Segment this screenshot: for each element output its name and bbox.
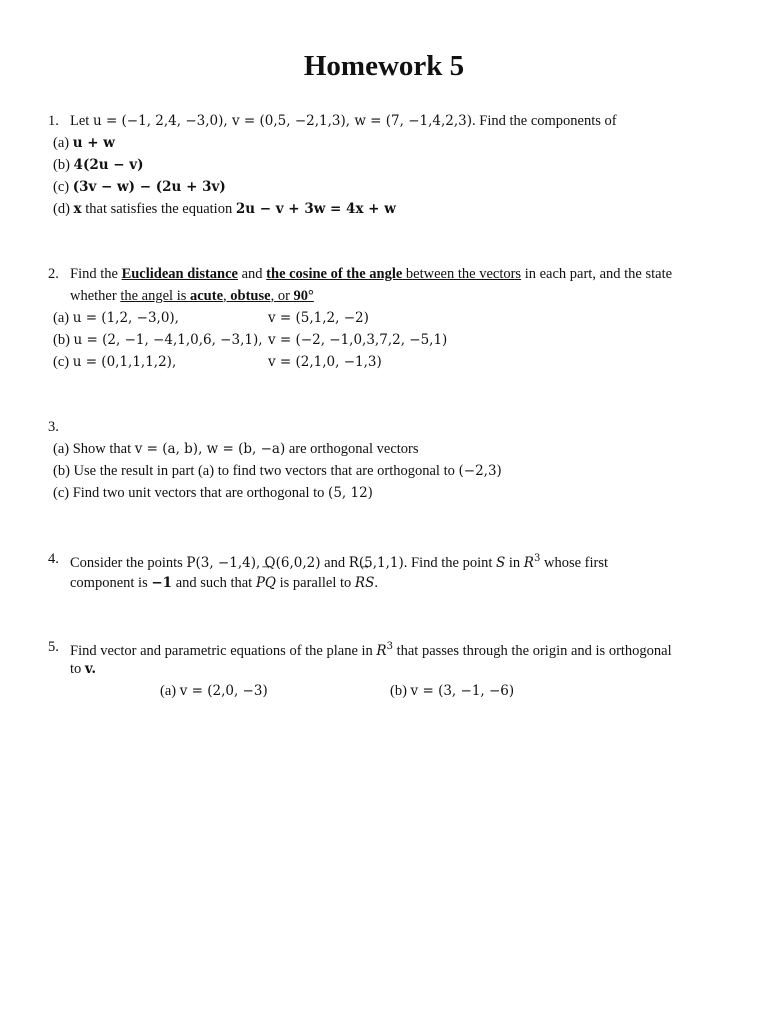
q2-text: whether xyxy=(70,288,121,304)
part-label: (c) xyxy=(53,179,70,195)
q2-part-c-v: v = (2,1,0, −1,3) xyxy=(268,354,382,370)
part-u: u = (2, −1, −4,1,0,6, −3,1), xyxy=(73,332,263,348)
part-math: (−2,3) xyxy=(458,463,502,479)
q2-line-2 xyxy=(70,286,314,306)
part-math: v = (2,0, −3) xyxy=(179,683,268,699)
part-text: Find two unit vectors that are orthogonal to xyxy=(72,485,329,501)
part-text: Show that xyxy=(72,441,135,457)
q2-text: Find the xyxy=(70,266,122,282)
q1-intro-pre: Let xyxy=(70,113,93,129)
q4-point-s: S xyxy=(496,554,506,571)
q5-space-exp: 3 xyxy=(386,641,393,652)
part-label: (c) xyxy=(53,485,70,501)
q2-part-a-v: v = (5,1,2, −2) xyxy=(268,310,369,326)
q2-between-vectors: between the vectors xyxy=(402,266,522,282)
q1-vectors: u = (−1, 2,4, −3,0), v = (0,5, −2,1,3), w = (7, −1,4,2,3) xyxy=(92,113,473,129)
q2-part-c xyxy=(53,352,176,372)
part-label: (d) xyxy=(53,201,70,217)
q1-number: 1. xyxy=(48,113,59,129)
q5-text: to xyxy=(70,661,85,677)
part-math: v = (3, −1, −6) xyxy=(410,683,515,699)
q2-acute: acute xyxy=(190,288,224,304)
part-label: (a) xyxy=(53,135,70,151)
part-label: (c) xyxy=(53,354,70,370)
q1-part-b xyxy=(53,155,143,175)
q5-vector-v: v. xyxy=(84,661,97,677)
q1-part-a xyxy=(53,133,115,153)
part-label: (b) xyxy=(53,463,70,479)
q4-vector-pq: → PQ xyxy=(256,573,276,593)
q4-text: and xyxy=(320,554,349,571)
part-label: (b) xyxy=(53,332,70,348)
q4-text: Consider the points xyxy=(70,554,187,571)
part-math: (5, 12) xyxy=(328,485,373,501)
part-text: that satisfies the equation xyxy=(81,201,236,217)
q5-line-1 xyxy=(70,637,672,661)
q1-part-c xyxy=(53,177,226,197)
part-math-x: x xyxy=(73,201,82,217)
part-text: are orthogonal vectors xyxy=(285,441,419,457)
q4-text: whose first xyxy=(540,554,609,571)
q3-part-a xyxy=(53,439,419,459)
q3-part-c xyxy=(53,483,373,503)
q3-part-b xyxy=(53,461,502,481)
q4-text: component is xyxy=(70,575,152,591)
part-math: 4(2u − v) xyxy=(73,157,144,173)
q2-part-a xyxy=(53,308,179,328)
q2-text: and xyxy=(237,266,267,282)
part-label: (b) xyxy=(390,683,407,699)
q4-point-r: R(5,1,1) xyxy=(348,554,404,571)
q2-euclidean-distance: Euclidean distance xyxy=(121,266,238,282)
q2-ninety: 90° xyxy=(293,288,314,304)
part-math: (3v − w) − (2u + 3v) xyxy=(72,179,226,195)
q4-line-1 xyxy=(70,549,608,573)
q5-text: that passes through the origin and is orthogonal xyxy=(392,642,672,659)
q2-obtuse: obtuse xyxy=(230,288,271,304)
q5-space-r: R xyxy=(376,642,387,659)
part-label: (a) xyxy=(160,683,177,699)
q2-angle-is: the angel is xyxy=(120,288,190,304)
q4-text: . Find the point xyxy=(403,554,497,571)
part-text: Use the result in part (a) to find two vectors that are orthogonal to xyxy=(73,463,459,479)
q4-number: 4. xyxy=(48,551,59,567)
q5-part-b xyxy=(390,681,514,701)
q5-text: Find vector and parametric equations of the plane in xyxy=(70,642,377,659)
q4-points-pq: P(3, −1,4), Q(6,0,2) xyxy=(186,554,321,571)
q1-part-d xyxy=(53,199,396,219)
q4-space-exp: 3 xyxy=(533,553,541,564)
part-u: u = (0,1,1,1,2), xyxy=(72,354,177,370)
page-title: Homework 5 xyxy=(303,50,465,82)
q2-cosine-angle: the cosine of the angle xyxy=(266,266,403,282)
q4-text: . xyxy=(374,575,378,591)
q2-part-b xyxy=(53,330,263,350)
part-label: (a) xyxy=(53,310,70,326)
part-label: (b) xyxy=(53,157,70,173)
q2-text: in each part, and the state xyxy=(521,266,673,282)
part-equation: 2u − v + 3w = 4x + w xyxy=(235,201,396,217)
q3-number: 3. xyxy=(48,419,59,435)
q5-line-2 xyxy=(70,659,96,679)
q1-intro xyxy=(70,111,617,131)
part-label: (a) xyxy=(53,441,70,457)
q2-number: 2. xyxy=(48,266,59,282)
q4-line-2 xyxy=(70,573,378,593)
q4-text: is parallel to xyxy=(276,575,355,591)
q4-text: and such that xyxy=(172,575,256,591)
part-math: u + w xyxy=(72,135,115,151)
q1-intro-post: . Find the components of xyxy=(472,113,617,129)
q2-or: , or xyxy=(270,288,294,304)
q2-comma: , xyxy=(223,288,231,304)
q4-space-r: R xyxy=(523,554,534,571)
part-math: v = (a, b), w = (b, −a) xyxy=(134,441,286,457)
q2-part-b-v: v = (−2, −1,0,3,7,2, −5,1) xyxy=(268,332,448,348)
q4-vector-rs: → RS xyxy=(355,573,374,593)
q5-part-a xyxy=(160,681,268,701)
q5-number: 5. xyxy=(48,639,59,655)
q4-text: in xyxy=(505,554,524,571)
q2-line-1 xyxy=(70,264,672,284)
q4-minus-one: −1 xyxy=(151,575,173,591)
part-u: u = (1,2, −3,0), xyxy=(72,310,179,326)
